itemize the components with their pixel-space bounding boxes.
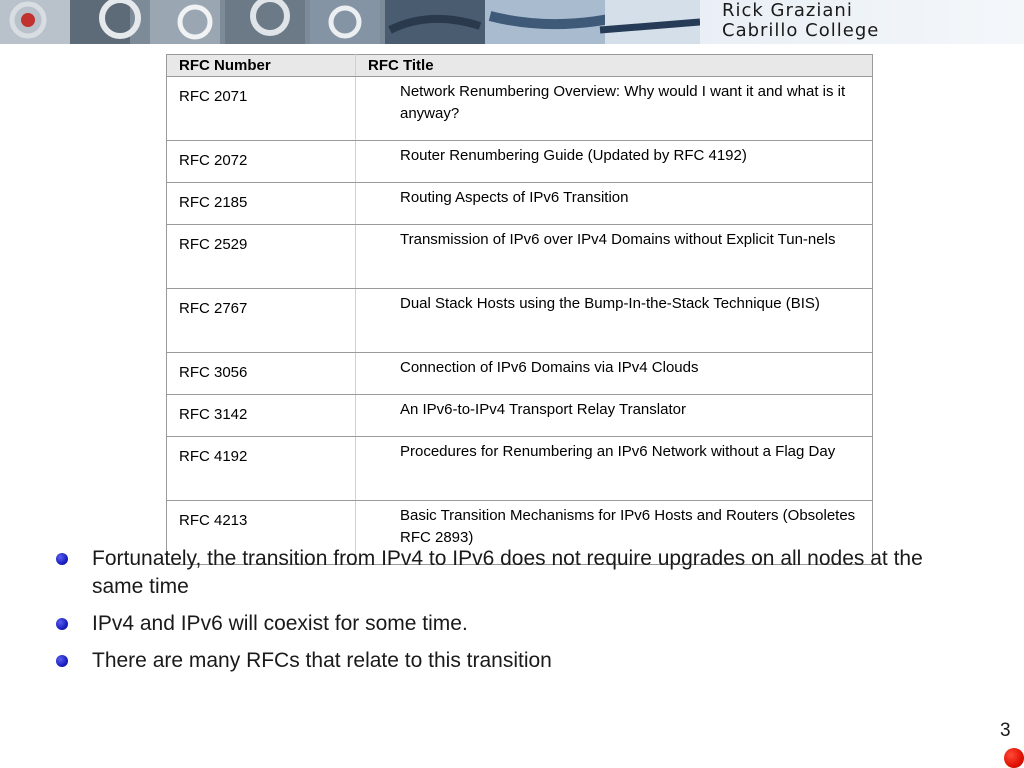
rfc-number-cell: RFC 2529 bbox=[167, 225, 356, 289]
rfc-title-cell: An IPv6-to-IPv4 Transport Relay Translator bbox=[356, 395, 873, 437]
table-row bbox=[167, 225, 873, 289]
bullet-text: Fortunately, the transition from IPv4 to IPv6 does not require upgrades on all nodes at the same time bbox=[92, 547, 923, 598]
rfc-number-cell: RFC 2071 bbox=[167, 77, 356, 141]
list-item bbox=[54, 647, 954, 675]
column-header-rfc-title: RFC Title bbox=[356, 55, 873, 77]
red-dot-icon bbox=[1004, 748, 1024, 768]
column-header-rfc-number: RFC Number bbox=[167, 55, 356, 77]
table-row bbox=[167, 141, 873, 183]
header-banner bbox=[0, 0, 1024, 44]
bullet-dot-icon bbox=[56, 655, 68, 667]
bullet-list bbox=[54, 545, 954, 684]
table-row bbox=[167, 77, 873, 141]
bullet-dot-icon bbox=[56, 618, 68, 630]
rfc-title-cell: Connection of IPv6 Domains via IPv4 Clouds bbox=[356, 353, 873, 395]
table-row bbox=[167, 183, 873, 225]
rfc-title-cell: Transmission of IPv6 over IPv4 Domains without Explicit Tun-nels bbox=[356, 225, 873, 289]
rfc-title-cell: Network Renumbering Overview: Why would I want it and what is it anyway? bbox=[356, 77, 873, 141]
table-row bbox=[167, 437, 873, 501]
bullet-text: IPv4 and IPv6 will coexist for some time. bbox=[92, 612, 468, 635]
rfc-title-cell: Procedures for Renumbering an IPv6 Network without a Flag Day bbox=[356, 437, 873, 501]
bullet-dot-icon bbox=[56, 553, 68, 565]
rfc-number-cell: RFC 3056 bbox=[167, 353, 356, 395]
rfc-number-cell: RFC 4192 bbox=[167, 437, 356, 501]
list-item bbox=[54, 545, 954, 601]
table-header-row bbox=[167, 55, 873, 77]
author-name: Rick Graziani bbox=[722, 0, 853, 21]
table-row bbox=[167, 395, 873, 437]
rfc-number-cell: RFC 2072 bbox=[167, 141, 356, 183]
page-number: 3 bbox=[1000, 720, 1011, 741]
bullet-text: There are many RFCs that relate to this transition bbox=[92, 649, 552, 672]
table-row bbox=[167, 353, 873, 395]
rfc-number-cell: RFC 4213 bbox=[167, 501, 356, 565]
institution-name: Cabrillo College bbox=[722, 20, 880, 41]
rfc-title-cell: Router Renumbering Guide (Updated by RFC 4192) bbox=[356, 141, 873, 183]
banner-credits bbox=[722, 1, 1022, 41]
rfc-table bbox=[166, 54, 873, 565]
rfc-number-cell: RFC 2185 bbox=[167, 183, 356, 225]
rfc-title-cell: Basic Transition Mechanisms for IPv6 Hosts and Routers (Obsoletes RFC 2893) bbox=[356, 501, 873, 565]
rfc-number-cell: RFC 2767 bbox=[167, 289, 356, 353]
rfc-title-cell: Dual Stack Hosts using the Bump-In-the-Stack Technique (BIS) bbox=[356, 289, 873, 353]
rfc-title-cell: Routing Aspects of IPv6 Transition bbox=[356, 183, 873, 225]
table-row bbox=[167, 289, 873, 353]
network-cables-photo bbox=[0, 0, 700, 44]
rfc-number-cell: RFC 3142 bbox=[167, 395, 356, 437]
list-item bbox=[54, 610, 954, 638]
